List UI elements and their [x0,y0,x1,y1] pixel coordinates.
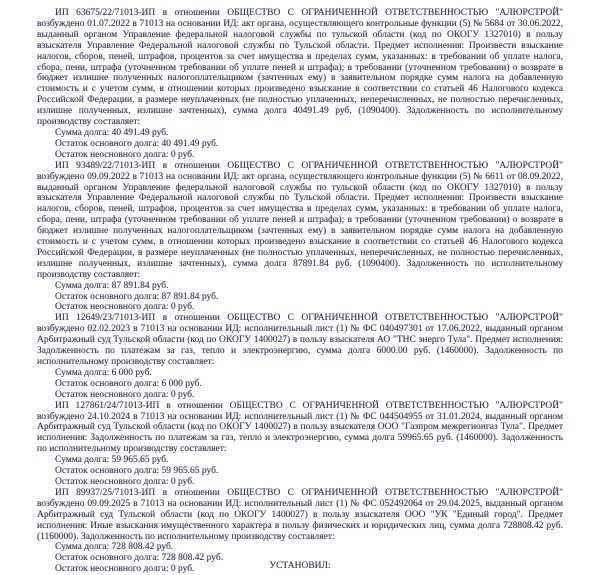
proceeding-paragraph: ИП 93489/22/71013-ИП в отношении ОБЩЕСТВО С ОГРАНИЧЕННОЙ ОТВЕТСТВЕННОСТЬЮ "АЛЮРСТРОЙ" возбуждено 09.09.2022 в 71013 на основании ИД: акт органа, осуществляющего контрольные функции (5) № 6611 от 08.09.2022, выданный органом Управление федеральной налоговой службы по тульской области (код по ОКОГУ 1327010) в пользу взыскателя Управление Федеральной налоговой службы по Тульской области. Предмет исполнения: Произвести взыскание налогов, сборов, пеней, штрафов, процентов за счет имущества в пределах сумм, указанных: в требовании об уплате налога, сбора, пени, штрафа (уточненном требовании об уплате пеней и штрафа); в требовании (уточненном требовании) о возврате в бюджет излишне полученных налогоплательщиком (зачтенных ему) в заявительном порядке сумм налога на добавленную стоимость и с учетом сумм, в отношении которых произведено взыскание в соответствии со статьей 46 Налогового кодекса Российской Федерации, в размере неуплаченных (не полностью уплаченных, неперечисленных, не полностью перечисленных, излишне полученных, излишне зачтенных), сумма долга 87891.84 руб. (1090400). Задолженность по исполнительному производству составляет: [37,160,563,280]
enforcement-proceeding-entry-4 [37,401,563,488]
proceeding-paragraph: ИП 12649/23/71013-ИП в отношении ОБЩЕСТВО С ОГРАНИЧЕННОЙ ОТВЕТСТВЕННОСТЬЮ "АЛЮРСТРОЙ" возбуждено 02.02.2023 в 71013 на основании ИД: исполнительный лист (1) № ФС 040497301 от 17.06.2022, выданный органом Арбитражный суд Тульской области (код по ОКОГУ 1400027) в пользу взыскателя АО "ТНС энерго Тула". Предмет исполнения: Задолженность по платежам за газ, тепло и электроэнергию, сумма долга 6000.00 руб. (1460000). Задолженность по исполнительному производству составляет: [37,313,563,367]
debt-sum-line: Сумма долга: 59 965.65 руб. [55,455,169,466]
non-principal-balance-line: Остаток неосновного долга: 0 руб. [55,389,195,400]
enforcement-proceeding-entry-3 [37,313,563,400]
proceeding-paragraph: ИП 89937/25/71013-ИП в отношении ОБЩЕСТВО С ОГРАНИЧЕННОЙ ОТВЕТСТВЕННОСТЬЮ "АЛЮРСТРОЙ" возбуждено 09.09.2025 в 71013 на основании ИД: исполнительный лист (1) № ФС 052492064 от 29.04.2025, выданный органом Арбитражный суд Тульской области (код по ОКОГУ 1400027) в пользу взыскателя ООО "УК "Единый город". Предмет исполнения: Иные взыскания имущественного характера в пользу физических и юридических лиц, сумма долга 728808.42 руб. (1160000). Задолженность по исполнительному производству составляет: [37,487,563,542]
non-principal-balance-line: Остаток неосновного долга: 0 руб. [55,564,195,575]
non-principal-balance-line: Остаток неосновного долга: 0 руб. [55,302,195,313]
debt-sum-line: Сумма долга: 6 000 руб. [55,367,152,378]
principal-balance-line: Остаток основного долга: 40 491.49 руб. [55,138,219,149]
non-principal-balance-line: Остаток неосновного долга: 0 руб. [55,476,195,487]
principal-balance-line: Остаток основного долга: 728 808.42 руб. [55,553,224,564]
principal-balance-line: Остаток основного долга: 87 891.84 руб. [55,291,219,302]
non-principal-balance-line: Остаток неосновного долга: 0 руб. [55,149,195,160]
debt-sum-line: Сумма долга: 728 808.42 руб. [55,542,174,553]
enforcement-proceeding-entry-1 [37,8,563,161]
principal-balance-line: Остаток основного долга: 59 965.65 руб. [55,466,219,477]
principal-balance-line: Остаток основного долга: 6 000 руб. [55,378,202,389]
proceeding-paragraph: ИП 127861/24/71013-ИП в отношении ОБЩЕСТВО С ОГРАНИЧЕННОЙ ОТВЕТСТВЕННОСТЬЮ "АЛЮРСТРОЙ" возбуждено 24.10.2024 в 71013 на основании ИД: исполнительный лист (1) № ФС 044504955 от 31.01.2024, выданный органом Арбитражный суд Тульской области (код по ОКОГУ 1400027) в пользу взыскателя ООО "Газпром межрегионгаз Тула". Предмет исполнения: Задолженность по платежам за газ, тепло и электроэнергию, сумма долга 59965.65 руб. (1460000). Задолженность по исполнительному производству составляет: [37,400,563,455]
proceeding-paragraph: ИП 63675/22/71013-ИП в отношении ОБЩЕСТВО С ОГРАНИЧЕННОЙ ОТВЕТСТВЕННОСТЬЮ "АЛЮРСТРОЙ" возбуждено 01.07.2022 в 71013 на основании ИД: акт органа, осуществляющего контрольные функции (5) № 5684 от 30.06.2022, выданный органом Управление федеральной налоговой службы по тульской области (код по ОКОГУ 1327010) в пользу взыскателя Управление Федеральной налоговой службы по Тульской области. Предмет исполнения: Произвести взыскание налогов, сборов, пеней, штрафов, процентов за счет имущества в пределах сумм, указанных: в требовании об уплате налога, сбора, пени, штрафа (уточненном требовании об уплате пеней и штрафа); в требовании (уточненном требовании) о возврате в бюджет излишне полученных налогоплательщиком (зачтенных ему) в заявительном порядке сумм налога на добавленную стоимость и с учетом сумм, в отношении которых произведено взыскание в соответствии со статьей 46 Налогового кодекса Российской Федерации, в размере неуплаченных (не полностью уплаченных, неперечисленных, не полностью перечисленных, излишне полученных, излишне зачтенных), сумма долга 40491.49 руб. (1090400). Задолженность по исполнительному производству составляет: [37,8,563,128]
debt-sum-line: Сумма долга: 40 491.49 руб. [55,127,169,138]
resolution-heading: УСТАНОВИЛ: [269,561,331,571]
debt-sum-line: Сумма долга: 87 891.84 руб. [55,280,169,291]
enforcement-proceeding-entry-2 [37,161,563,314]
